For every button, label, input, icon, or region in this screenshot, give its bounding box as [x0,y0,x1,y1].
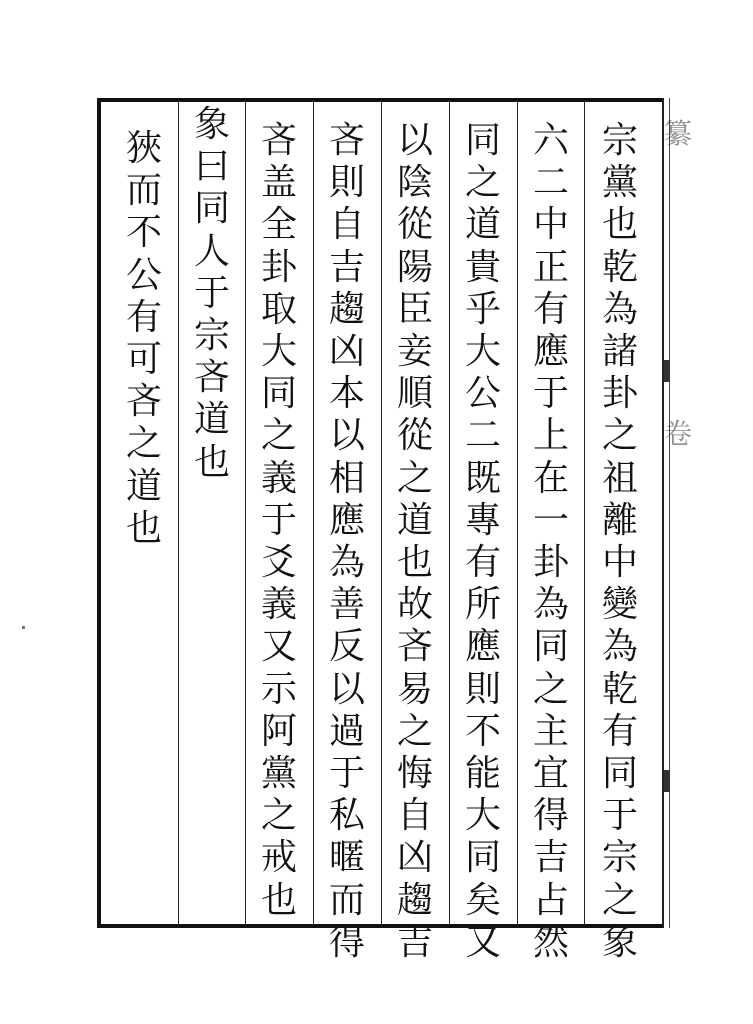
glyph: 義 [260,457,297,499]
text-column-6 [253,120,305,922]
glyph: 宗 [193,315,230,357]
glyph: 吝 [193,357,230,399]
column-rule [178,102,179,924]
glyph: 也 [260,879,297,921]
glyph: 得 [328,921,365,963]
glyph: 應 [532,331,569,373]
glyph: 卦 [532,542,569,584]
column-rule [313,102,314,924]
glyph: 公 [464,373,501,415]
glyph: 諸 [601,331,638,373]
glyph: 之 [464,162,501,204]
glyph: 之 [532,668,569,710]
glyph: 本 [328,373,365,415]
glyph: 自 [396,795,433,837]
glyph: 六 [532,120,569,161]
glyph: 為 [328,542,365,584]
glyph: 之 [260,795,297,837]
glyph: 陽 [396,246,433,288]
glyph: 宗 [601,120,638,161]
glyph: 所 [464,584,501,626]
glyph: 祖 [601,457,638,499]
glyph: 之 [601,415,638,457]
text-column-8 [118,128,170,550]
glyph: 大 [464,331,501,373]
glyph: 也 [396,542,433,584]
glyph: 在 [532,457,569,499]
text-column-5 [321,120,373,964]
glyph: 黨 [601,162,638,204]
glyph: 道 [464,204,501,246]
glyph: 道 [396,499,433,541]
glyph: 又 [260,626,297,668]
glyph: 應 [328,499,365,541]
glyph: 吉 [328,246,365,288]
glyph: 自 [328,204,365,246]
glyph: 吝 [328,120,365,161]
glyph: 順 [396,373,433,415]
glyph: 趨 [396,879,433,921]
glyph: 而 [328,879,365,921]
margin-title: 纂 卷 [664,117,693,450]
glyph: 則 [328,162,365,204]
glyph: 義 [260,584,297,626]
column-rule [381,102,382,924]
glyph: 占 [532,879,569,921]
glyph: 同 [601,753,638,795]
glyph: 于 [532,373,569,415]
glyph: 不 [125,212,162,254]
glyph: 為 [532,584,569,626]
text-column-3 [457,120,509,964]
glyph: 則 [464,668,501,710]
glyph: 矣 [464,879,501,921]
glyph: 也 [601,204,638,246]
scan-speck [22,626,25,629]
glyph: 卦 [260,246,297,288]
glyph: 乾 [601,668,638,710]
glyph: 狹 [125,128,162,169]
glyph: 私 [328,795,365,837]
glyph: 公 [125,254,162,296]
glyph: 中 [601,542,638,584]
glyph: 也 [125,507,162,549]
glyph: 陰 [396,162,433,204]
glyph: 能 [464,753,501,795]
column-rule [449,102,450,924]
glyph: 象 [601,921,638,963]
glyph: 之 [125,423,162,465]
glyph: 同 [532,626,569,668]
glyph: 故 [396,584,433,626]
glyph: 于 [328,753,365,795]
glyph: 有 [532,288,569,330]
glyph: 不 [464,710,501,752]
glyph: 同 [193,188,230,230]
glyph: 于 [601,795,638,837]
glyph: 主 [532,710,569,752]
glyph: 乎 [464,288,501,330]
glyph: 二 [464,415,501,457]
glyph: 之 [601,879,638,921]
fold-mark [664,770,670,792]
glyph: 盖 [260,162,297,204]
glyph: 吝 [396,626,433,668]
glyph: 有 [601,710,638,752]
glyph: 大 [464,795,501,837]
glyph: 貴 [464,246,501,288]
glyph: 為 [601,626,638,668]
glyph: 從 [396,415,433,457]
glyph: 應 [464,626,501,668]
glyph: 人 [193,230,230,272]
page-border [97,98,662,928]
glyph: 吝 [125,381,162,423]
glyph: 戒 [260,837,297,879]
glyph: 吝 [260,120,297,161]
glyph: 可 [125,339,162,381]
glyph: 正 [532,246,569,288]
glyph: 爻 [260,542,297,584]
glyph: 一 [532,499,569,541]
column-rule [517,102,518,924]
glyph: 有 [125,296,162,338]
column-rule [245,102,246,924]
glyph: 然 [532,921,569,963]
glyph: 暱 [328,837,365,879]
glyph: 上 [532,415,569,457]
glyph: 以 [396,120,433,161]
glyph: 象 [193,104,230,145]
glyph: 凶 [396,837,433,879]
glyph: 而 [125,170,162,212]
glyph: 二 [532,162,569,204]
glyph: 相 [328,457,365,499]
glyph: 全 [260,204,297,246]
glyph: 善 [328,584,365,626]
glyph: 卦 [601,373,638,415]
glyph: 以 [328,415,365,457]
text-column-4 [389,120,441,964]
glyph: 臣 [396,288,433,330]
text-column-7 [186,104,238,484]
glyph: 悔 [396,753,433,795]
glyph: 又 [464,921,501,963]
glyph: 得 [532,795,569,837]
glyph: 既 [464,457,501,499]
glyph: 大 [260,331,297,373]
glyph: 以 [328,668,365,710]
glyph: 也 [193,441,230,483]
column-rule [584,102,585,924]
glyph: 離 [601,499,638,541]
glyph: 從 [396,204,433,246]
glyph: 同 [464,120,501,161]
glyph: 同 [260,373,297,415]
glyph: 中 [532,204,569,246]
glyph: 示 [260,668,297,710]
glyph: 吉 [396,921,433,963]
glyph: 為 [601,288,638,330]
glyph: 曰 [193,146,230,188]
glyph: 宗 [601,837,638,879]
glyph: 專 [464,499,501,541]
glyph: 凶 [328,331,365,373]
text-column-2 [525,120,577,964]
glyph: 道 [125,465,162,507]
glyph: 吉 [532,837,569,879]
glyph: 取 [260,288,297,330]
glyph: 反 [328,626,365,668]
text-column-1 [594,120,646,964]
glyph: 過 [328,710,365,752]
glyph: 妾 [396,331,433,373]
glyph: 道 [193,399,230,441]
glyph: 之 [260,415,297,457]
glyph: 乾 [601,246,638,288]
glyph: 變 [601,584,638,626]
glyph: 阿 [260,710,297,752]
glyph: 易 [396,668,433,710]
glyph: 之 [396,457,433,499]
glyph: 趨 [328,288,365,330]
glyph: 于 [193,272,230,314]
glyph: 黨 [260,753,297,795]
glyph: 有 [464,542,501,584]
glyph: 于 [260,499,297,541]
glyph: 同 [464,837,501,879]
glyph: 之 [396,710,433,752]
glyph: 宜 [532,753,569,795]
